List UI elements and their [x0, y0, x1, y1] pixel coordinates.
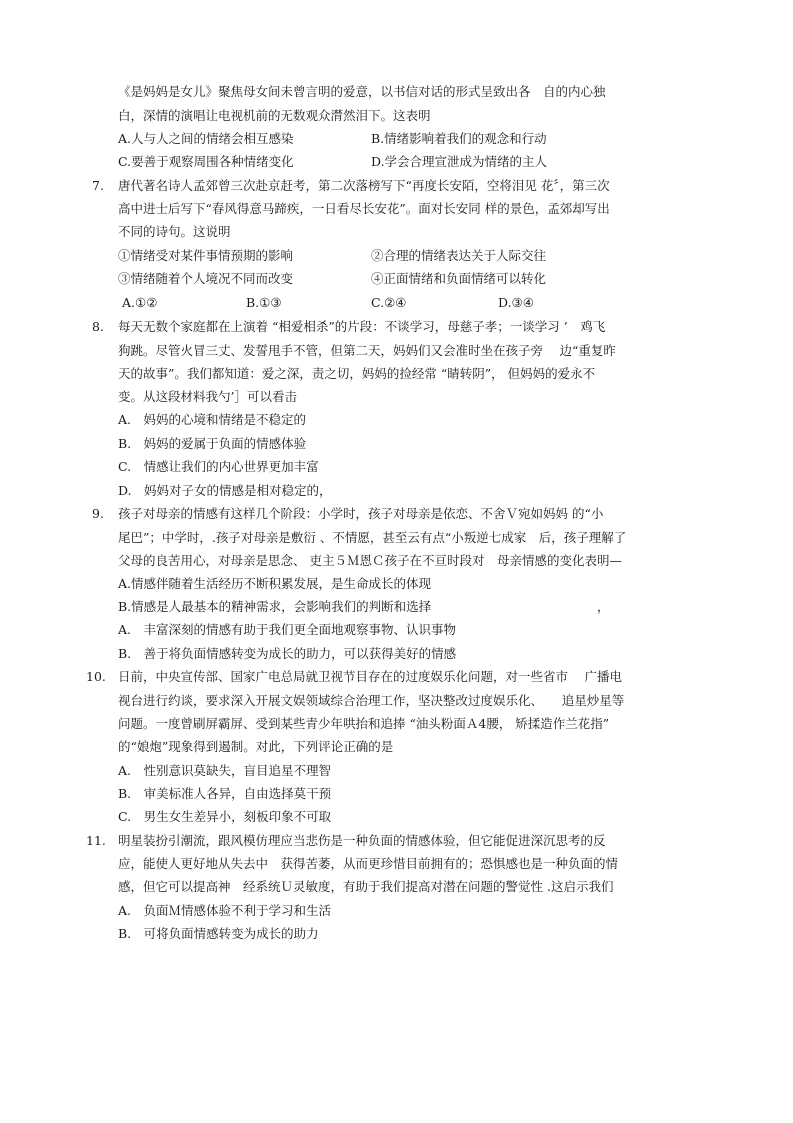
q7-statement-4: ④正面情绪和负面情绪可以转化 — [371, 271, 547, 286]
q9-stem-line-2: 尾巴”；中学时，.孩子对母亲是敷衍 、不情愿，甚至云有点“小叛逆七成家 后，孩子理解了 — [118, 530, 627, 545]
q11-stem-line-2: 应，能使人更好地从失去中 获得苦萎，从而更珍惜目前拥有的；恐惧感也是一种负面的情 — [118, 856, 619, 871]
q8-stem-line-4: 变。从这段材料我勺’］可以看击 — [118, 389, 297, 404]
q10-option-b: B. 审美标准人各异，自由选择莫干预 — [118, 786, 332, 801]
q11-option-b: B. 可将负面情感转变为成长的助力 — [118, 926, 319, 941]
q9-stray-mark: ， — [597, 599, 610, 614]
q11-number: 11. — [86, 833, 106, 848]
q9-statement-b: B.情感是人最基本的精神需求，会影响我们的判断和选择 — [118, 599, 432, 614]
q7-number: 7. — [92, 178, 104, 193]
q10-stem-line-2: 视台进行约谈，要求深入开展文娱领域综合治理工作，坚决整改过度娱乐化、 追星炒星等 — [118, 693, 625, 708]
q7-statement-1: ①情绪受对某件事情预期的影响 — [118, 248, 294, 263]
q7-stem-line-2: 高中进士后写下“春风得意马蹄疾，一日看尽长安花”。面对长安同 样的景色，孟郊却写出 — [118, 201, 610, 216]
q8-number: 8. — [92, 319, 104, 334]
q9-option-a: A. 丰富深刻的情感有助于我们更全面地观察事物、认识事物 — [118, 622, 457, 637]
q10-number: 10. — [86, 669, 106, 684]
q6-option-c: C.要善于观察周围各种情绪变化 — [118, 154, 294, 169]
q7-statement-2: ②合理的情绪表达关于人际交往 — [371, 248, 547, 263]
q8-option-b: B. 妈妈的爱属于负面的情感体验 — [118, 436, 307, 451]
q6-option-b: B.情绪影响着我们的观念和行动 — [371, 131, 547, 146]
q7-option-c: C.②④ — [371, 295, 407, 310]
q11-option-a: A. 负面Ｍ情感体验不利于学习和生活 — [118, 903, 332, 918]
q11-stem-line-3: 感，但它可以提高神 经系统Ｕ灵敏度，有助于我们提高对潜在问题的警觉性 .这启示我们 — [118, 879, 614, 894]
q10-option-c: C. 男生女生差异小，刻板印象不可取 — [118, 809, 332, 824]
q9-stem-line-3: 父母的良苦用心，对母亲是思念、 吏主５Ｍ恩Ｃ孩子在不亘时段对 母亲情感的变化表明— — [118, 553, 622, 568]
q8-stem-line-2: 狗跳。尽管火冒三丈、发誓甩手不管，但第二天，妈妈们又会准时坐在孩子旁 边“重复昨 — [118, 343, 616, 358]
q10-stem-line-3: 问题。一度曾刷屏霸屏、受到某些青少年哄抬和追捧 “油头粉面Ａ4腰， 矫揉造作兰花指” — [118, 716, 610, 731]
q8-stem-line-1: 每天无数个家庭都在上演着 “相爱相杀”的片段：不谈学习，母慈子孝；一谈学习 ’ 鸡飞 — [118, 319, 606, 334]
q7-stem-line-1: 唐代著名诗人孟郊曾三次赴京赶考，第二次落榜写下“再度长安陌，空将泪见 花〞，第三次 — [118, 178, 610, 193]
q8-option-d: D. 妈妈对子女的情感是相对稳定的， — [118, 483, 332, 498]
q10-stem-line-1: 日前，中央宣传部、国家广电总局就卫视节目存在的过度娱乐化问题，对一些省市 广播电 — [118, 669, 622, 684]
q6-option-d: D.学会合理宣泄成为情绪的主人 — [371, 154, 548, 169]
q7-option-d: D.③④ — [498, 295, 534, 310]
q11-stem-line-1: 明星装扮引潮流，跟风模仿理应当悲伤是一种负面的情感体验，但它能促进深沉思考的反 — [118, 833, 606, 848]
q7-option-b: B.①③ — [246, 295, 282, 310]
q9-number: 9. — [92, 506, 104, 521]
q10-option-a: A. 性别意识莫缺失，盲目追星不理智 — [118, 763, 332, 778]
q6-stem-line-2: 白，深情的演唱让电视机前的无数观众潸然泪下。这表明 — [118, 108, 431, 123]
q7-statement-3: ③情绪随着个人境况不同而改变 — [118, 271, 294, 286]
q9-statement-a: A.情感伴随着生活经历不断积累发展，是生命成长的体现 — [118, 576, 432, 591]
q9-stem-line-1: 孩子对母亲的情感有这样几个阶段：小学时，孩子对母亲是依恋、不舍Ｖ宛如妈妈 的“小 — [118, 506, 604, 521]
q8-option-c: C. 情感让我们的内心世界更加丰富 — [118, 459, 319, 474]
q8-option-a: A. 妈妈的心境和情绪是不稳定的 — [118, 412, 307, 427]
q8-stem-line-3: 天的故事”。我们都知道：爱之深，责之切，妈妈的捡经常 “睛转阴”， 但妈妈的爱永不 — [118, 366, 596, 381]
q7-option-a: A.①② — [122, 295, 158, 310]
q6-option-a: A.人与人之间的情绪会相互感染 — [118, 131, 294, 146]
q10-stem-line-4: 的“娘炮”现象得到遏制。对此，下列评论正确的是 — [118, 739, 394, 754]
q9-option-b: B. 善于将负面情感转变为成长的助力，可以获得美好的情感 — [118, 646, 457, 661]
q7-stem-line-3: 不同的诗句。这说明 — [118, 224, 231, 239]
q6-stem-line-1: 《是妈妈是女儿》聚焦母女间未曾言明的爱意，以书信对话的形式呈致出各 自的内心独 — [118, 84, 606, 99]
